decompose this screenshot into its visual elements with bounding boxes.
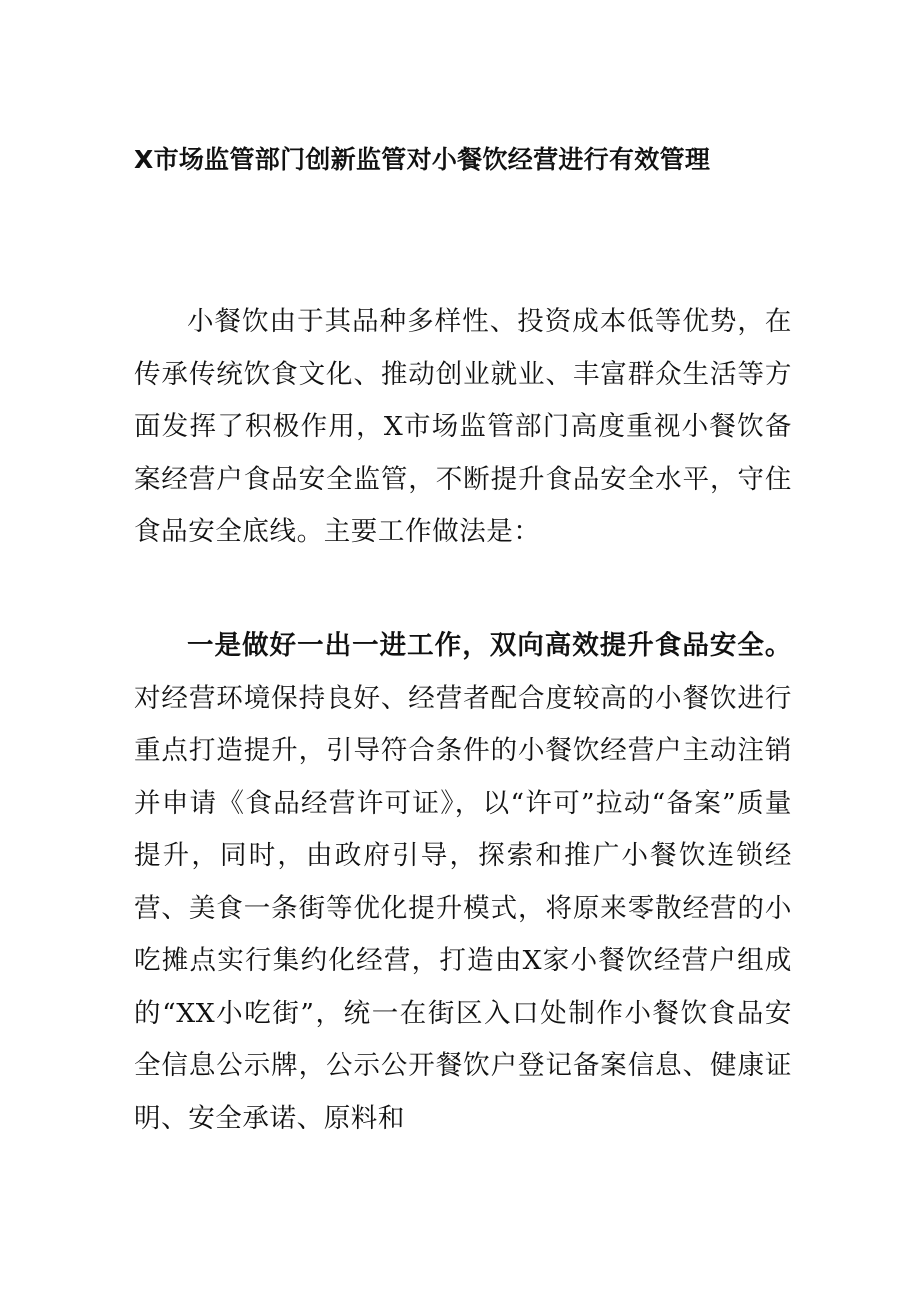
paragraph-lead-heading: 一是做好一出一进工作，双向高效提升食品安全。	[187, 630, 792, 661]
paragraph-intro	[134, 296, 792, 559]
paragraph-text: 小餐饮由于其品种多样性、投资成本低等优势，在传承传统饮食文化、推动创业就业、丰富群众生活等方面发挥了积极作用，X市场监管部门高度重视小餐饮备案经营户食品安全监管，不断提升食品安全水平，守住食品安全底线。主要工作做法是：	[134, 306, 792, 547]
paragraph-text: 对经营环境保持良好、经营者配合度较高的小餐饮进行重点打造提升，引导符合条件的小餐饮经营户主动注销并申请《食品经营许可证》，以“许可”拉动“备案”质量提升，同时，由政府引导，探索和推广小餐饮连锁经营、美食一条街等优化提升模式，将原来零散经营的小吃摊点实行集约化经营，打造由X家小餐饮经营户组成的“XX小吃街”，统一在街区入口处制作小餐饮食品安全信息公示牌，公示公开餐饮户登记备案信息、健康证明、安全承诺、原料和	[134, 682, 792, 1134]
paragraph-measure-1	[134, 620, 792, 1145]
document-title: X市场监管部门创新监管对小餐饮经营进行有效管理	[134, 145, 711, 174]
